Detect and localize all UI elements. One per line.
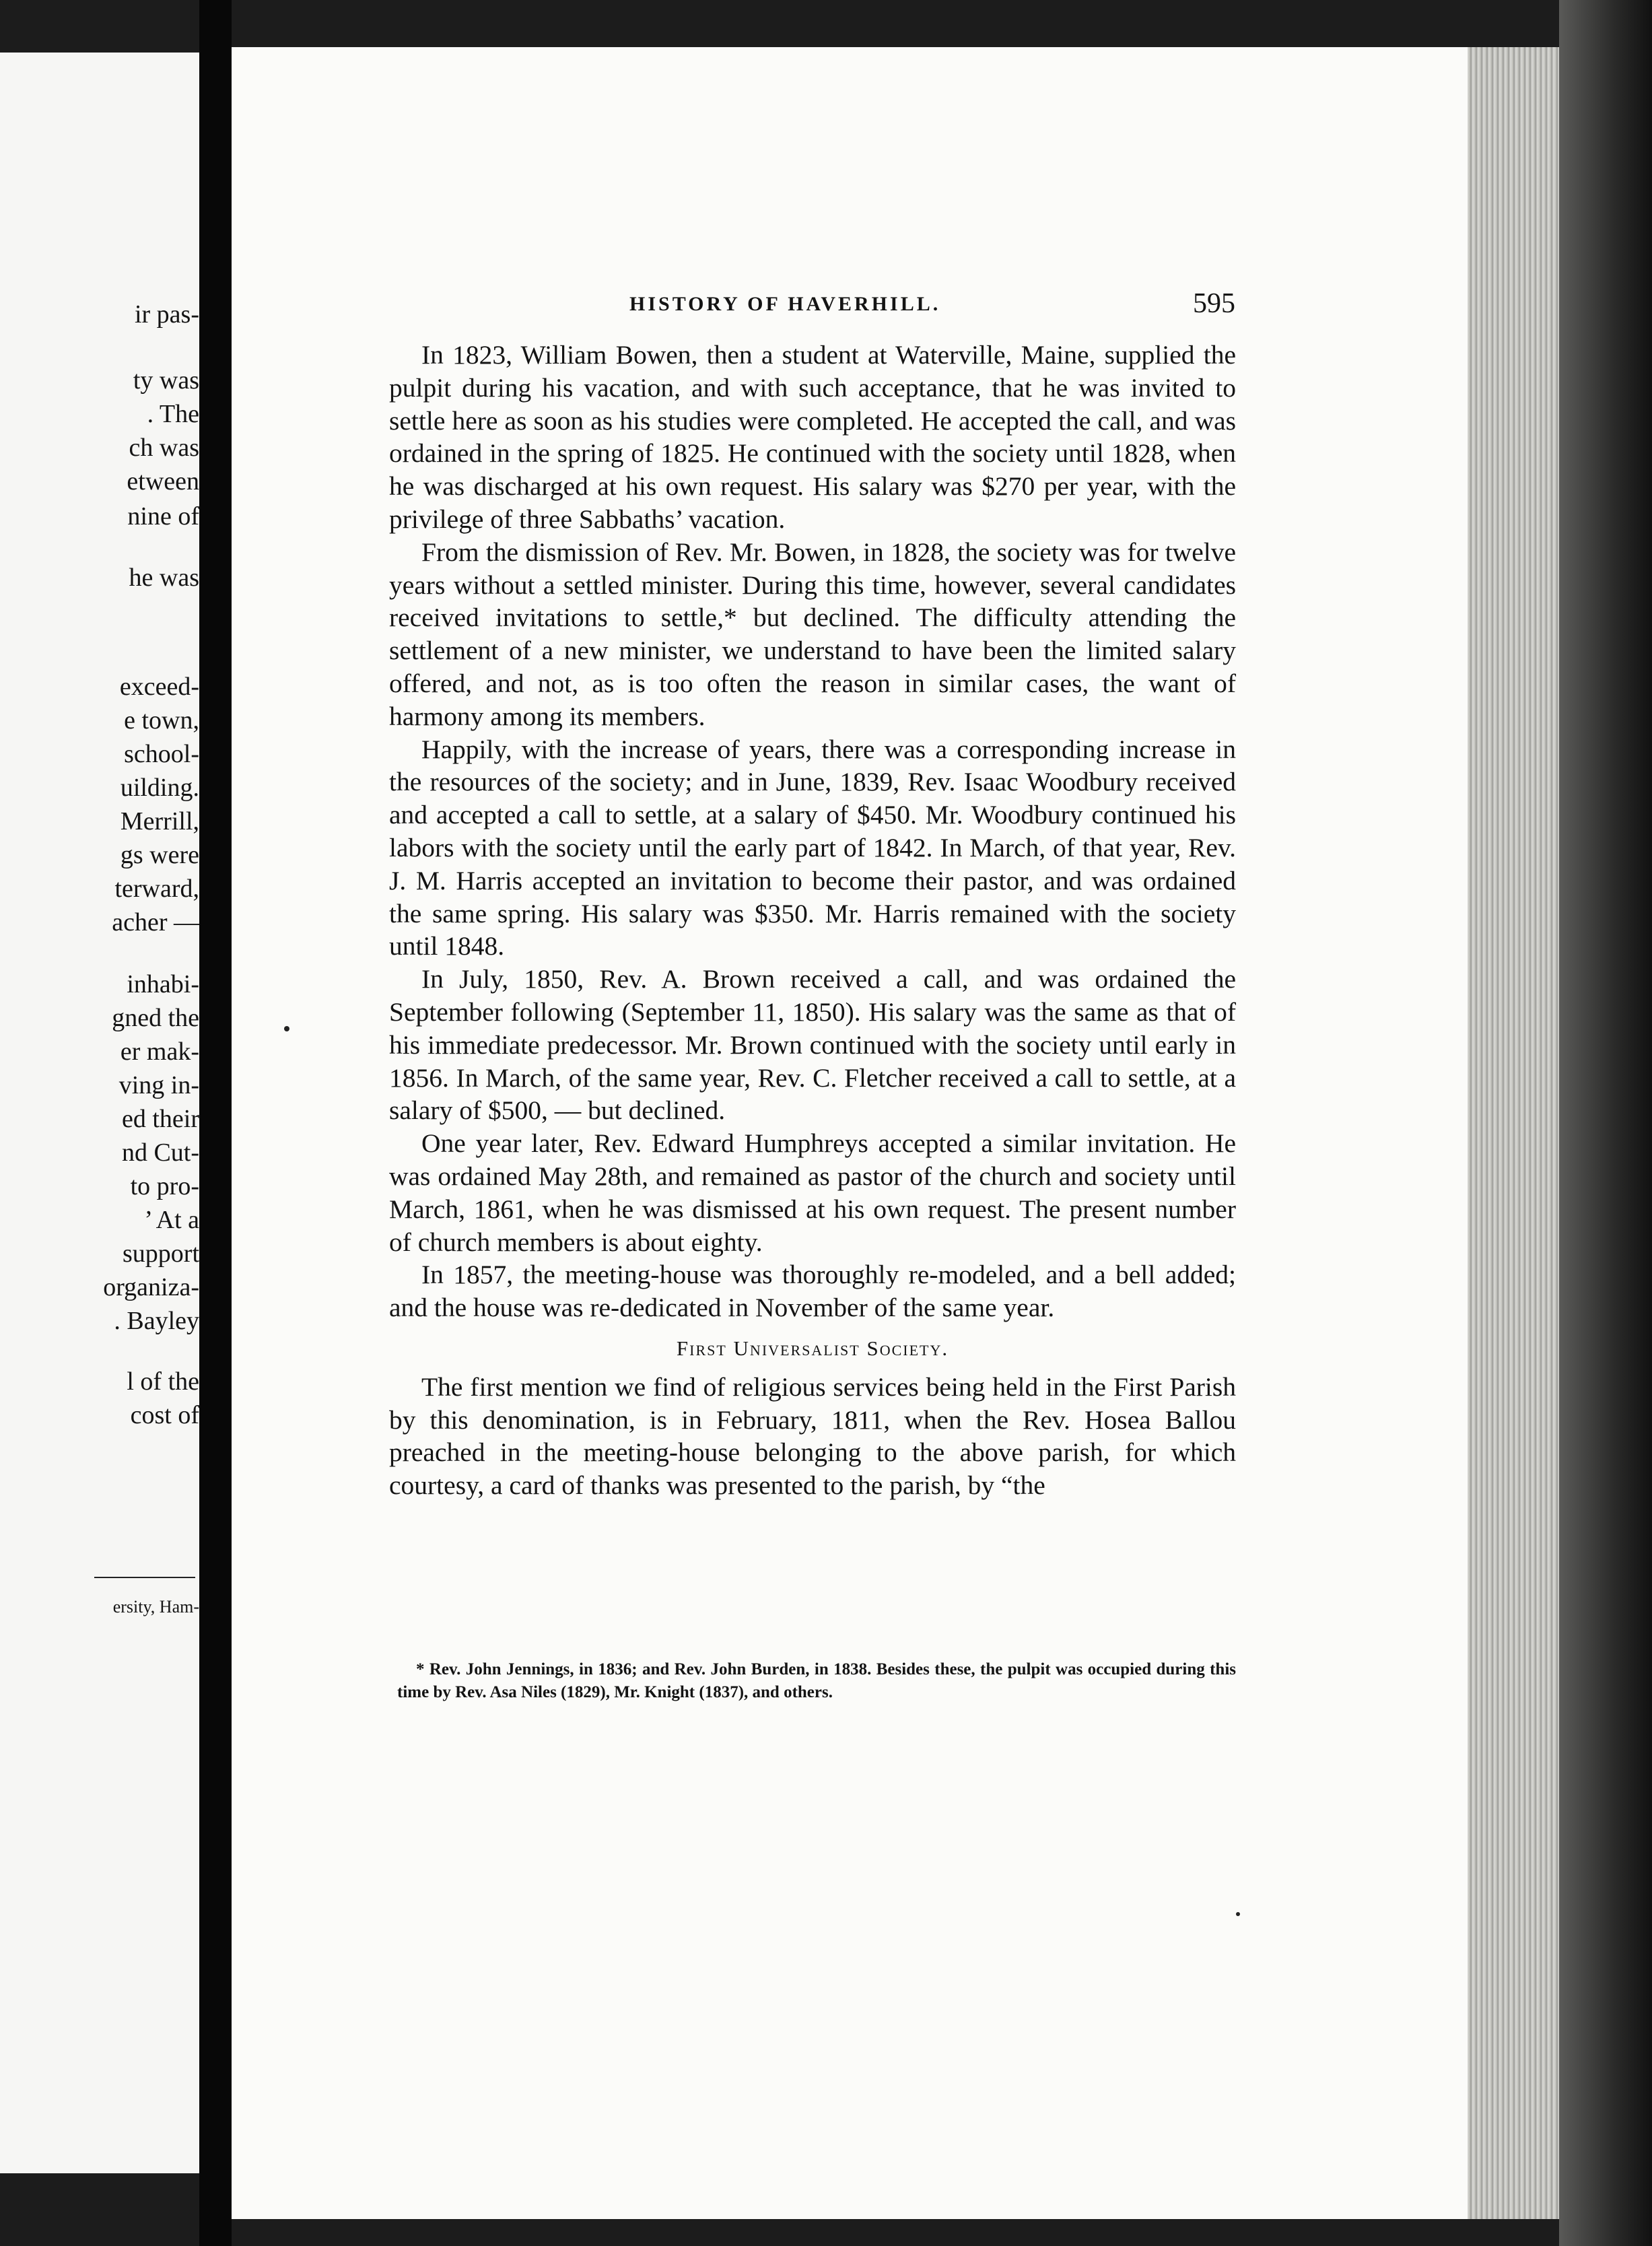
running-header bbox=[629, 287, 1235, 321]
paragraph: In July, 1850, Rev. A. Brown received a call, and was ordained the September following (September 11, 1850). His salary was the same as that of his immediate predecessor. Mr. Brown continued with the society until early in 1856. In March, of the same year, Rev. C. Fletcher received a call to settle, at a salary of $500, — but declined. bbox=[389, 964, 1236, 1126]
left-page-line: to pro- bbox=[130, 1172, 199, 1200]
left-page-line: terward, bbox=[114, 875, 199, 903]
book-gutter bbox=[199, 0, 232, 2246]
left-page-line: ’ At a bbox=[144, 1206, 199, 1234]
left-page-line: support bbox=[123, 1239, 199, 1268]
left-page-line: ch was bbox=[129, 434, 199, 462]
print-speck bbox=[1236, 1912, 1240, 1916]
print-speck bbox=[284, 1026, 289, 1031]
running-title: HISTORY OF HAVERHILL. bbox=[629, 293, 941, 315]
paragraph: One year later, Rev. Edward Humphreys accepted a similar invitation. He was ordained May 28th, and remained as pastor of the church and society until March, 1861, when he was dismissed at his own request. The present number of church members is about eighty. bbox=[389, 1128, 1236, 1257]
left-page-line: . The bbox=[147, 400, 199, 428]
left-page-line: l of the bbox=[127, 1367, 199, 1396]
left-page-line: ving in- bbox=[118, 1071, 199, 1099]
footnote-rule bbox=[94, 1577, 195, 1578]
left-page-line: ty was bbox=[133, 366, 199, 395]
left-page-line: er mak- bbox=[120, 1037, 199, 1066]
paragraph: Happily, with the increase of years, there was a corresponding increase in the resources of the society; and in June, 1839, Rev. Isaac Woodbury received and accepted a call to settle, at a salary of $450. Mr. Woodbury continued his labors with the society until the early part of 1842. In March, of that year, Rev. J. M. Harris accepted an invitation to become their pastor, and was ordained the same spring. His salary was $350. Mr. Harris remained with the society until 1848. bbox=[389, 734, 1236, 961]
page-number: 595 bbox=[1193, 288, 1235, 319]
left-page bbox=[0, 53, 199, 2173]
left-page-line: etween bbox=[127, 467, 199, 496]
left-page-line: ed their bbox=[121, 1105, 199, 1133]
paragraph: In 1857, the meeting-house was thoroughly re-modeled, and a bell added; and the house was re-dedicated in November of the same year. bbox=[389, 1260, 1236, 1323]
paragraph: From the dismission of Rev. Mr. Bowen, in 1828, the society was for twelve years without a settled minister. During this time, however, several candidates received invitations to settle,* but declined. The difficulty attending the settlement of a new minister, we understand to have been the limited salary offered, and not, as is too often the reason in similar cases, the want of harmony among its members. bbox=[389, 537, 1236, 731]
left-page-line: gned the bbox=[112, 1004, 199, 1032]
section-heading: First Universalist Society. bbox=[676, 1336, 949, 1360]
left-page-line: nd Cut- bbox=[121, 1138, 199, 1167]
left-page-line: . Bayley bbox=[114, 1307, 199, 1335]
footnote-text: * Rev. John Jennings, in 1836; and Rev. John Burden, in 1838. Besides these, the pulpit was occupied during this time by Rev. Asa Niles (1829), Mr. Knight (1837), and others. bbox=[397, 1660, 1236, 1701]
left-page-line: school- bbox=[124, 740, 199, 768]
left-page-line: nine of bbox=[127, 502, 199, 531]
left-page-line: exceed- bbox=[119, 673, 199, 701]
left-page-line: cost of bbox=[130, 1401, 199, 1429]
left-page-line: ir pas- bbox=[134, 300, 199, 329]
left-page-line: acher — bbox=[112, 908, 199, 937]
body-text bbox=[389, 339, 1236, 1502]
left-footnote-fragment: ersity, Ham- bbox=[112, 1597, 199, 1617]
left-page-line: uilding. bbox=[120, 774, 199, 802]
paragraph: The first mention we find of religious services being held in the First Parish by this denomination, is in February, 1811, when the Rev. Hosea Ballou preached in the meeting-house belonging to the above parish, for which courtesy, a card of thanks was presented to the parish, by “the bbox=[389, 1371, 1236, 1501]
paragraph: In 1823, William Bowen, then a student at Waterville, Maine, supplied the pulpit during his vacation, and with such acceptance, that he was invited to settle here as soon as his studies were completed. He accepted the call, and was ordained in the spring of 1825. He continued with the society until 1828, when he was discharged at his own request. His salary was $270 per year, with the privilege of three Sabbaths’ vacation. bbox=[389, 340, 1236, 534]
left-page-line: organiza- bbox=[103, 1273, 199, 1301]
book-edge-shadow bbox=[1559, 0, 1652, 2246]
page-edges bbox=[1468, 47, 1559, 2219]
left-page-line: Merrill, bbox=[120, 807, 199, 836]
left-page-line: inhabi- bbox=[127, 970, 199, 998]
footnote bbox=[397, 1658, 1236, 1704]
left-page-line: he was bbox=[129, 564, 199, 592]
left-page-line: gs were bbox=[120, 841, 199, 869]
left-page-line: e town, bbox=[124, 706, 199, 735]
